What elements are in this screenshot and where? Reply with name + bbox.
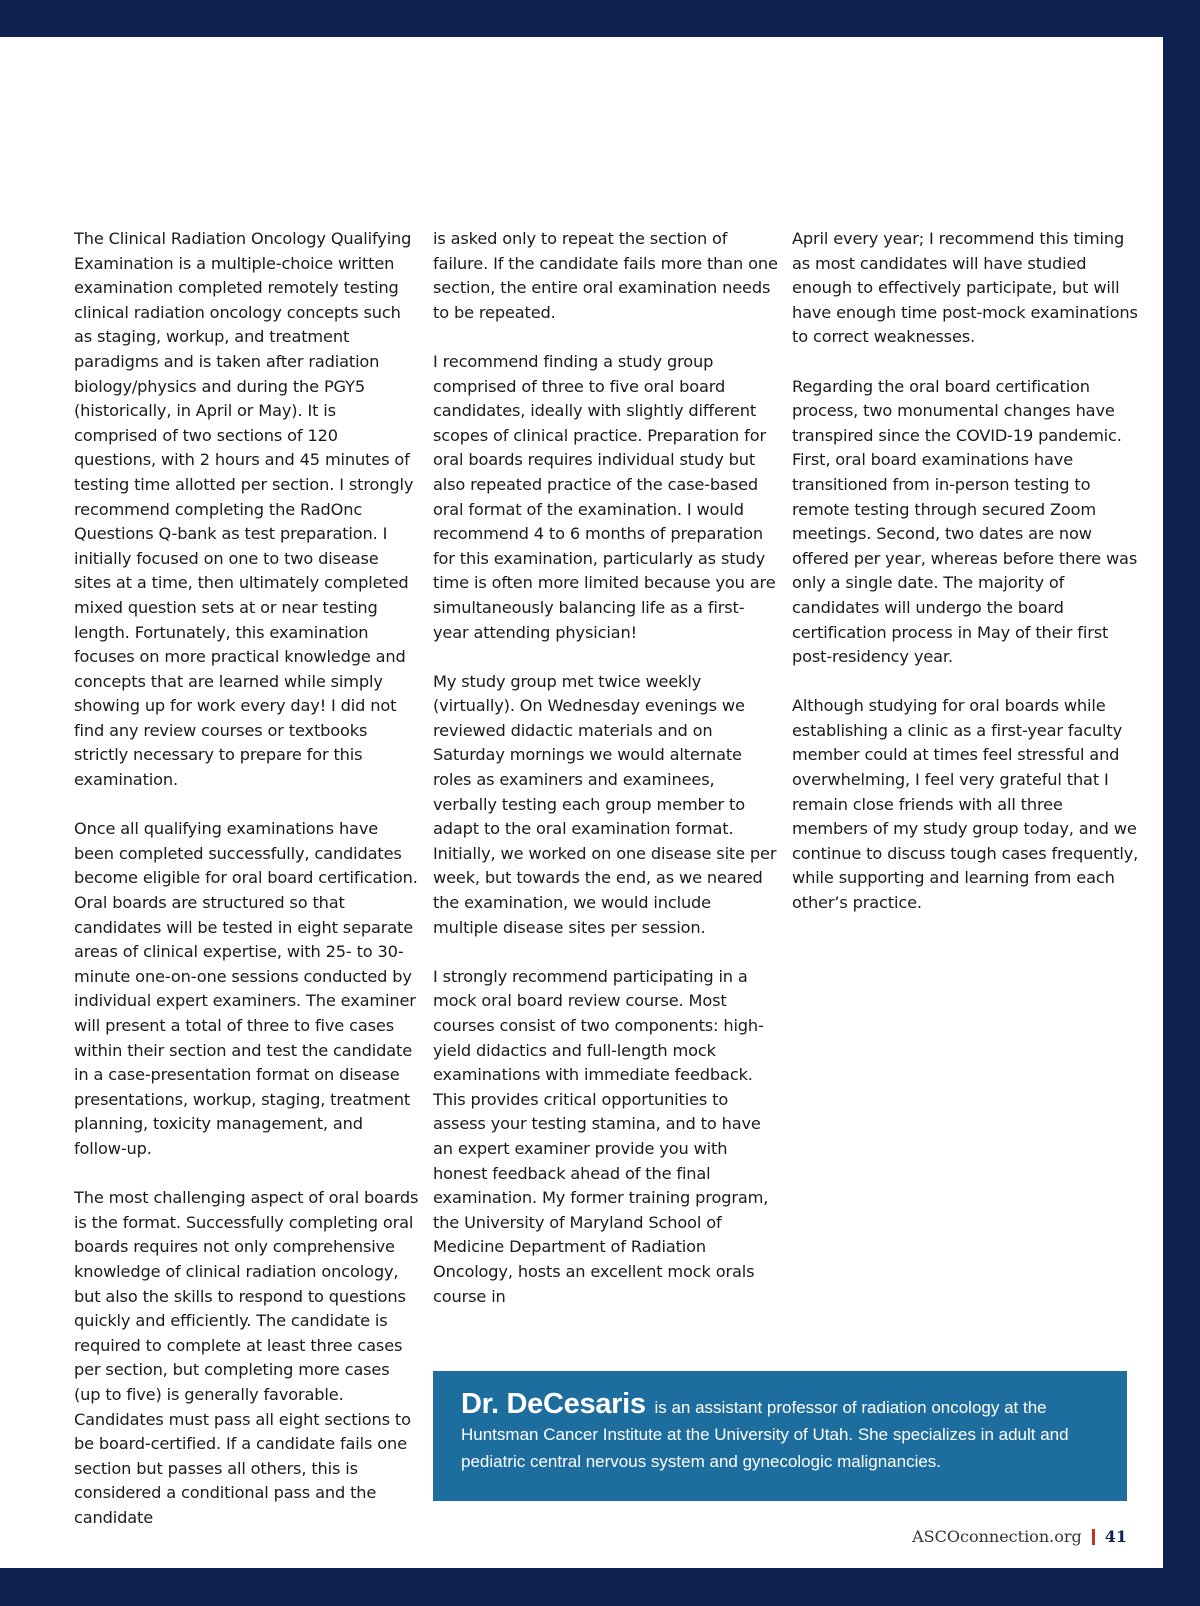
paragraph-certification-changes: Regarding the oral board certification process, two monumental changes have transpired since the COVID-19 pandemic. First, oral board examinations have transitioned from in-person testing to remote testing through secured Zoom meetings. Second, two dates are now offered per year, whereas before there was only a single date. The majority of candidates will undergo the board certification process in May of their first post-residency year. [792, 376, 1138, 667]
article-column-3 [792, 227, 1140, 940]
paragraph-repeat-section: is asked only to repeat the section of failure. If the candidate fails more than one section, the entire oral examination needs to be repeated. [433, 229, 778, 322]
paragraph-timing: April every year; I recommend this timing as most candidates will have studied enough to effectively participate, but will have enough time post-mock examinations to correct weaknesses. [792, 229, 1138, 347]
paragraph-mock-course: I strongly recommend participating in a mock oral board review course. Most courses consist of two components: high-yield didactics and full-length mock examinations with immediate feedback. This provides critical opportunities to assess your testing stamina, and to have an expert examiner provide you with honest feedback ahead of the final examination. My former training program, the University of Maryland School of Medicine Department of Radiation Oncology, hosts an excellent mock orals course in [433, 966, 769, 1306]
author-bio-text: is an assistant professor of radiation oncology at the Huntsman Cancer Institute at the University of Utah. She specializes in adult and pediatric central nervous system and gynecologic malignancies. [461, 1398, 1069, 1471]
paragraph-qualifying-exam: The Clinical Radiation Oncology Qualifying Examination is a multiple-choice written examination completed remotely testing clinical radiation oncology concepts such as staging, workup, and treatment paradigms and is taken after radiation biology/physics and during the PGY5 (historically, in April or May). It is comprised of two sections of 120 questions, with 2 hours and 45 minutes of testing time allotted per section. I strongly recommend completing the RadOnc Questions Q-bank as test preparation. I initially focused on one to two disease sites at a time, then ultimately completed mixed question sets at or near testing length. Fortunately, this examination focuses on more practical knowledge and concepts that are learned while simply showing up for work every day! I did not find any review courses or textbooks strictly necessary to prepare for this examination. [74, 229, 414, 790]
footer-divider [1092, 1529, 1095, 1545]
author-bio-box [433, 1371, 1127, 1501]
paragraph-study-schedule: My study group met twice weekly (virtually). On Wednesday evenings we reviewed didactic materials and on Saturday mornings we would alternate roles as examiners and examinees, verbally testing each group member to adapt to the oral examination format. Initially, we worked on one disease site per week, but towards the end, as we neared the examination, we would include multiple disease sites per session. [433, 671, 777, 937]
magazine-page [0, 37, 1163, 1568]
paragraph-format-challenge: The most challenging aspect of oral boards is the format. Successfully completing oral boards requires not only comprehensive knowledge of clinical radiation oncology, but also the skills to respond to questions quickly and efficiently. The candidate is required to complete at least three cases per section, but completing more cases (up to five) is generally favorable. Candidates must pass all eight sections to be board-certified. If a candidate fails one section but passes all others, this is considered a conditional pass and the candidate [74, 1188, 419, 1527]
paragraph-study-group: I recommend finding a study group comprised of three to five oral board candidates, ideally with slightly different scopes of clinical practice. Preparation for oral boards requires individual study but also repeated practice of the case-based oral format of the examination. I would recommend 4 to 6 months of preparation for this examination, particularly as study time is often more limited because you are simultaneously balancing life as a first-year attending physician! [433, 351, 776, 642]
paragraph-oral-board-structure: Once all qualifying examinations have been completed successfully, candidates become eligible for oral board certification. Oral boards are structured so that candidates will be tested in eight separate areas of clinical expertise, with 25- to 30-minute one-on-one sessions conducted by individual expert examiners. The examiner will present a total of three to five cases within their section and test the candidate in a case-presentation format on disease presentations, workup, staging, treatment planning, toxicity management, and follow-up. [74, 819, 418, 1158]
author-name: Dr. DeCesaris [461, 1388, 646, 1420]
article-column-1 [74, 227, 419, 1555]
page-number: 41 [1104, 1527, 1127, 1546]
page-footer [912, 1527, 1127, 1546]
paragraph-closing: Although studying for oral boards while establishing a clinic as a first-year faculty member could at times feel stressful and overwhelming, I feel very grateful that I remain close friends with all three members of my study group today, and we continue to discuss tough cases frequently, while supporting and learning from each other’s practice. [792, 696, 1139, 913]
footer-site-link[interactable]: ASCOconnection.org [912, 1527, 1082, 1546]
article-column-2 [433, 227, 778, 1334]
